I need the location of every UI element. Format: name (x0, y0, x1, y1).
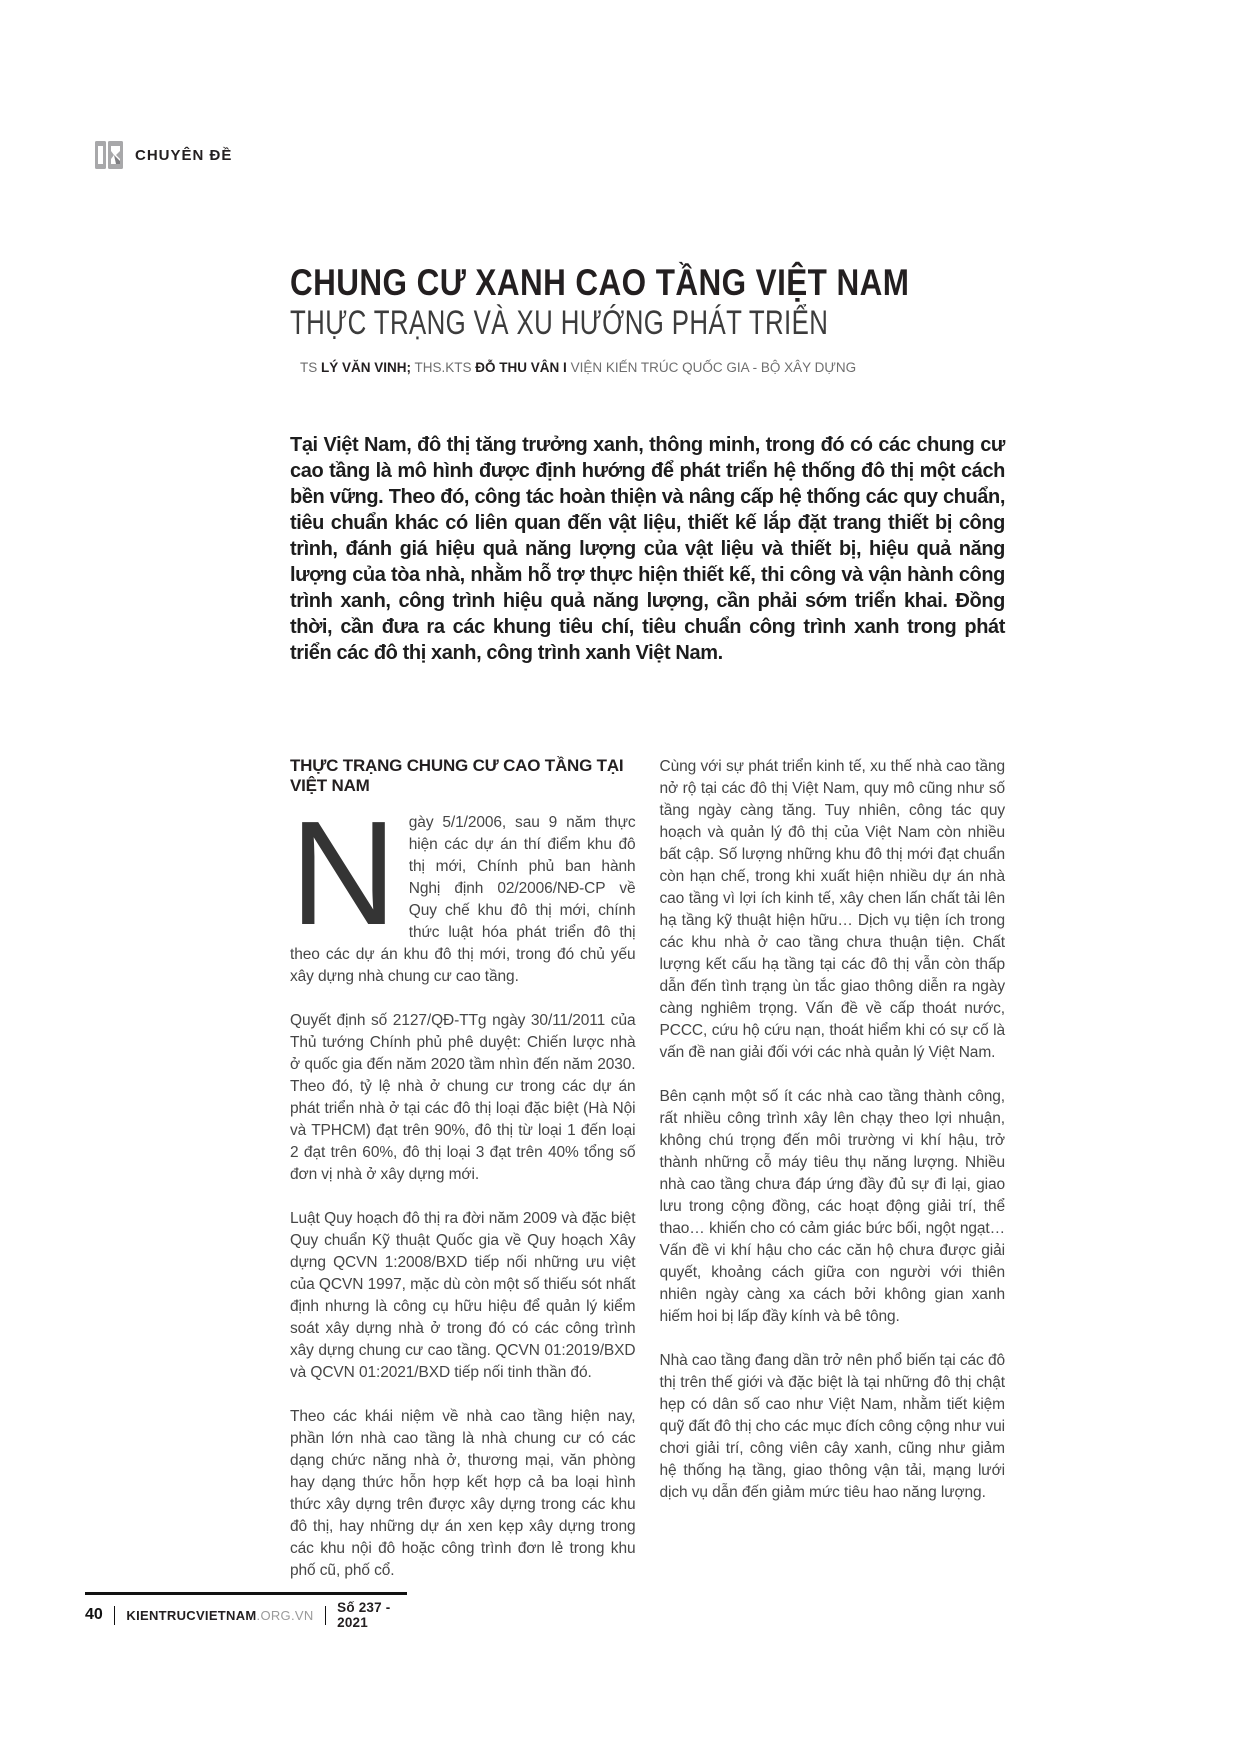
page-subtitle: THỰC TRẠNG VÀ XU HƯỚNG PHÁT TRIỂN (290, 304, 829, 343)
footer-site-url (126, 1608, 313, 1623)
byline-author-1: LÝ VĂN VINH; (321, 359, 412, 375)
body-paragraph: Theo các khái niệm về nhà cao tầng hiện nay, phần lớn nhà cao tầng là nhà chung cư có các dạng chức năng nhà ở, thương mại, văn phòng hay dạng thức hỗn hợp kết hợp cả ba loại hình thức xây dựng trên được xây dựng trong các khu đô thị, hay những dự án xen kẹp xây dựng trong các khu nội đô hoặc công trình đơn lẻ trong khu phố cũ, phố cổ. (290, 1408, 636, 1580)
body-paragraph: Luật Quy hoạch đô thị ra đời năm 2009 và đặc biệt Quy chuẩn Kỹ thuật Quốc gia về Quy hoạch Xây dựng QCVN 1:2008/BXD tiếp nối những ưu việt của QCVN 1997, mặc dù còn một số thiếu sót nhất định nhưng là công cụ hữu hiệu để quản lý kiểm soát xây dựng nhà ở trong đó có các công trình xây dựng chung cư cao tầng. QCVN 01:2019/BXD và QCVN 01:2021/BXD tiếp nối tinh thần đó. (290, 1210, 636, 1382)
footer-site-name: KIENTRUCVIETNAM (126, 1607, 257, 1623)
kientrucvietnam-logo-icon (95, 141, 123, 169)
right-column (660, 756, 1006, 1604)
byline (300, 359, 1005, 377)
footer-issue-number: Số 237 - 2021 (337, 1600, 391, 1630)
byline-degree-1: TS (300, 359, 322, 375)
left-column (290, 756, 636, 1604)
page-header (95, 141, 232, 169)
page-footer (85, 1592, 407, 1630)
page-title: CHUNG CƯ XANH CAO TẦNG VIỆT NAM (290, 262, 910, 303)
section-label: CHUYÊN ĐỀ (135, 146, 233, 164)
body-paragraph: Quyết định số 2127/QĐ-TTg ngày 30/11/2011 của Thủ tướng Chính phủ phê duyệt: Chiến lược nhà ở quốc gia đến năm 2020 tầm nhìn đến năm 2030. Theo đó, tỷ lệ nhà ở chung cư trong các dự án phát triển nhà ở tại các đô thị loại đặc biệt (Hà Nội và TPHCM) đạt trên 90%, đô thị từ loại 1 đến loại 2 đạt trên 60%, đô thị loại 3 đạt trên 40% tổng số đơn vị nhà ở xây dựng mới. (290, 1012, 636, 1184)
body-paragraph: Bên cạnh một số ít các nhà cao tầng thành công, rất nhiều công trình xây lên chạy theo lợi nhuận, không chú trọng đến môi trường vi khí hậu, trở thành những cỗ máy tiêu thụ năng lượng. Nhiều nhà cao tầng chưa đáp ứng đầy đủ sự đi lại, giao lưu trong cộng đồng, các hoạt động giải trí, thể thao… khiến cho có cảm giác bức bối, ngột ngạt… Vấn đề vi khí hậu cho các căn hộ chưa được giải quyết, khoảng cách giữa con người với thiên nhiên ngày càng xa cách bởi không gian xanh hiếm hoi bị lấp đầy kính và bê tông. (659, 1088, 1005, 1326)
footer-divider (325, 1606, 327, 1625)
paragraph-text: gày 5/1/2006, sau 9 năm thực hiện các dự án thí điểm khu đô thị mới, Chính phủ ban hành Nghị định 02/2006/NĐ-CP về Quy chế khu đô thị mới, chính thức luật hóa phát triển đô thị theo các dự án khu đô thị mới, trong đó chủ yếu xây dựng nhà chung cư cao tầng. (290, 814, 636, 986)
byline-author-2: ĐỖ THU VÂN I (475, 359, 567, 375)
footer-site-domain: .ORG.VN (256, 1607, 314, 1623)
body-paragraph (290, 791, 636, 988)
lead-paragraph: Tại Việt Nam, đô thị tăng trưởng xanh, thông minh, trong đó có các chung cư cao tầng là mô hình được định hướng để phát triển hệ thống đô thị một cách bền vững. Theo đó, công tác hoàn thiện và nâng cấp hệ thống các quy chuẩn, tiêu chuẩn khác có liên quan đến vật liệu, thiết kế lắp đặt trang thiết bị công trình, đánh giá hiệu quả năng lượng của vật liệu và thiết bị, hiệu quả năng lượng của tòa nhà, nhằm hỗ trợ thực hiện thiết kế, thi công và vận hành công trình xanh, công trình hiệu quả năng lượng, cần phải sớm triển khai. Đồng thời, cần đưa ra các khung tiêu chí, tiêu chuẩn công trình xanh trong phát triển các đô thị xanh, công trình xanh Việt Nam. (290, 434, 1005, 665)
byline-affiliation: VIỆN KIẾN TRÚC QUỐC GIA - BỘ XÂY DỰNG (566, 359, 857, 375)
byline-degree-2: THS.KTS (411, 359, 476, 375)
two-column-body (290, 756, 1005, 1604)
body-paragraph: Nhà cao tầng đang dần trở nên phổ biến tại các đô thị trên thế giới và đặc biệt là tại những đô thị chật hẹp có dân số cao như Việt Nam, nhằm tiết kiệm quỹ đất đô thị cho các mục đích công cộng như vui chơi giải trí, công viên cây xanh, cũng như giảm hệ thống hạ tầng, giao thông vận tải, mạng lưới dịch vụ dẫn đến giảm mức tiêu hao năng lượng. (659, 1352, 1005, 1502)
section-heading: THỰC TRẠNG CHUNG CƯ CAO TẦNG TẠI VIỆT NAM (290, 756, 624, 796)
footer-divider (114, 1606, 116, 1625)
footer-page-number: 40 (85, 1606, 103, 1623)
dropcap-letter: N (290, 791, 397, 957)
article (290, 262, 1005, 1604)
body-paragraph: Cùng với sự phát triển kinh tế, xu thế nhà cao tầng nở rộ tại các đô thị Việt Nam, quy mô cũng như số tầng ngày càng tăng. Tuy nhiên, công tác quy hoạch và quản lý đô thị của Việt Nam còn nhiều bất cập. Số lượng những khu đô thị mới đạt chuẩn còn hạn chế, trong khi xuất hiện nhiều dự án nhà cao tầng vì lợi ích kinh tế, xây chen lấn chất tải lên hạ tầng kỹ thuật hiện hữu… Dịch vụ tiện ích trong các khu nhà ở cao tầng chưa thuận tiện. Chất lượng kết cấu hạ tầng tại các đô thị vẫn còn thấp dẫn đến tình trạng ùn tắc giao thông diễn ra ngày càng nghiêm trọng. Vấn đề về cấp thoát nước, PCCC, cứu hộ cứu nạn, thoát hiểm khi có sự cố là vấn đề nan giải đối với các nhà quản lý Việt Nam. (659, 758, 1005, 1062)
